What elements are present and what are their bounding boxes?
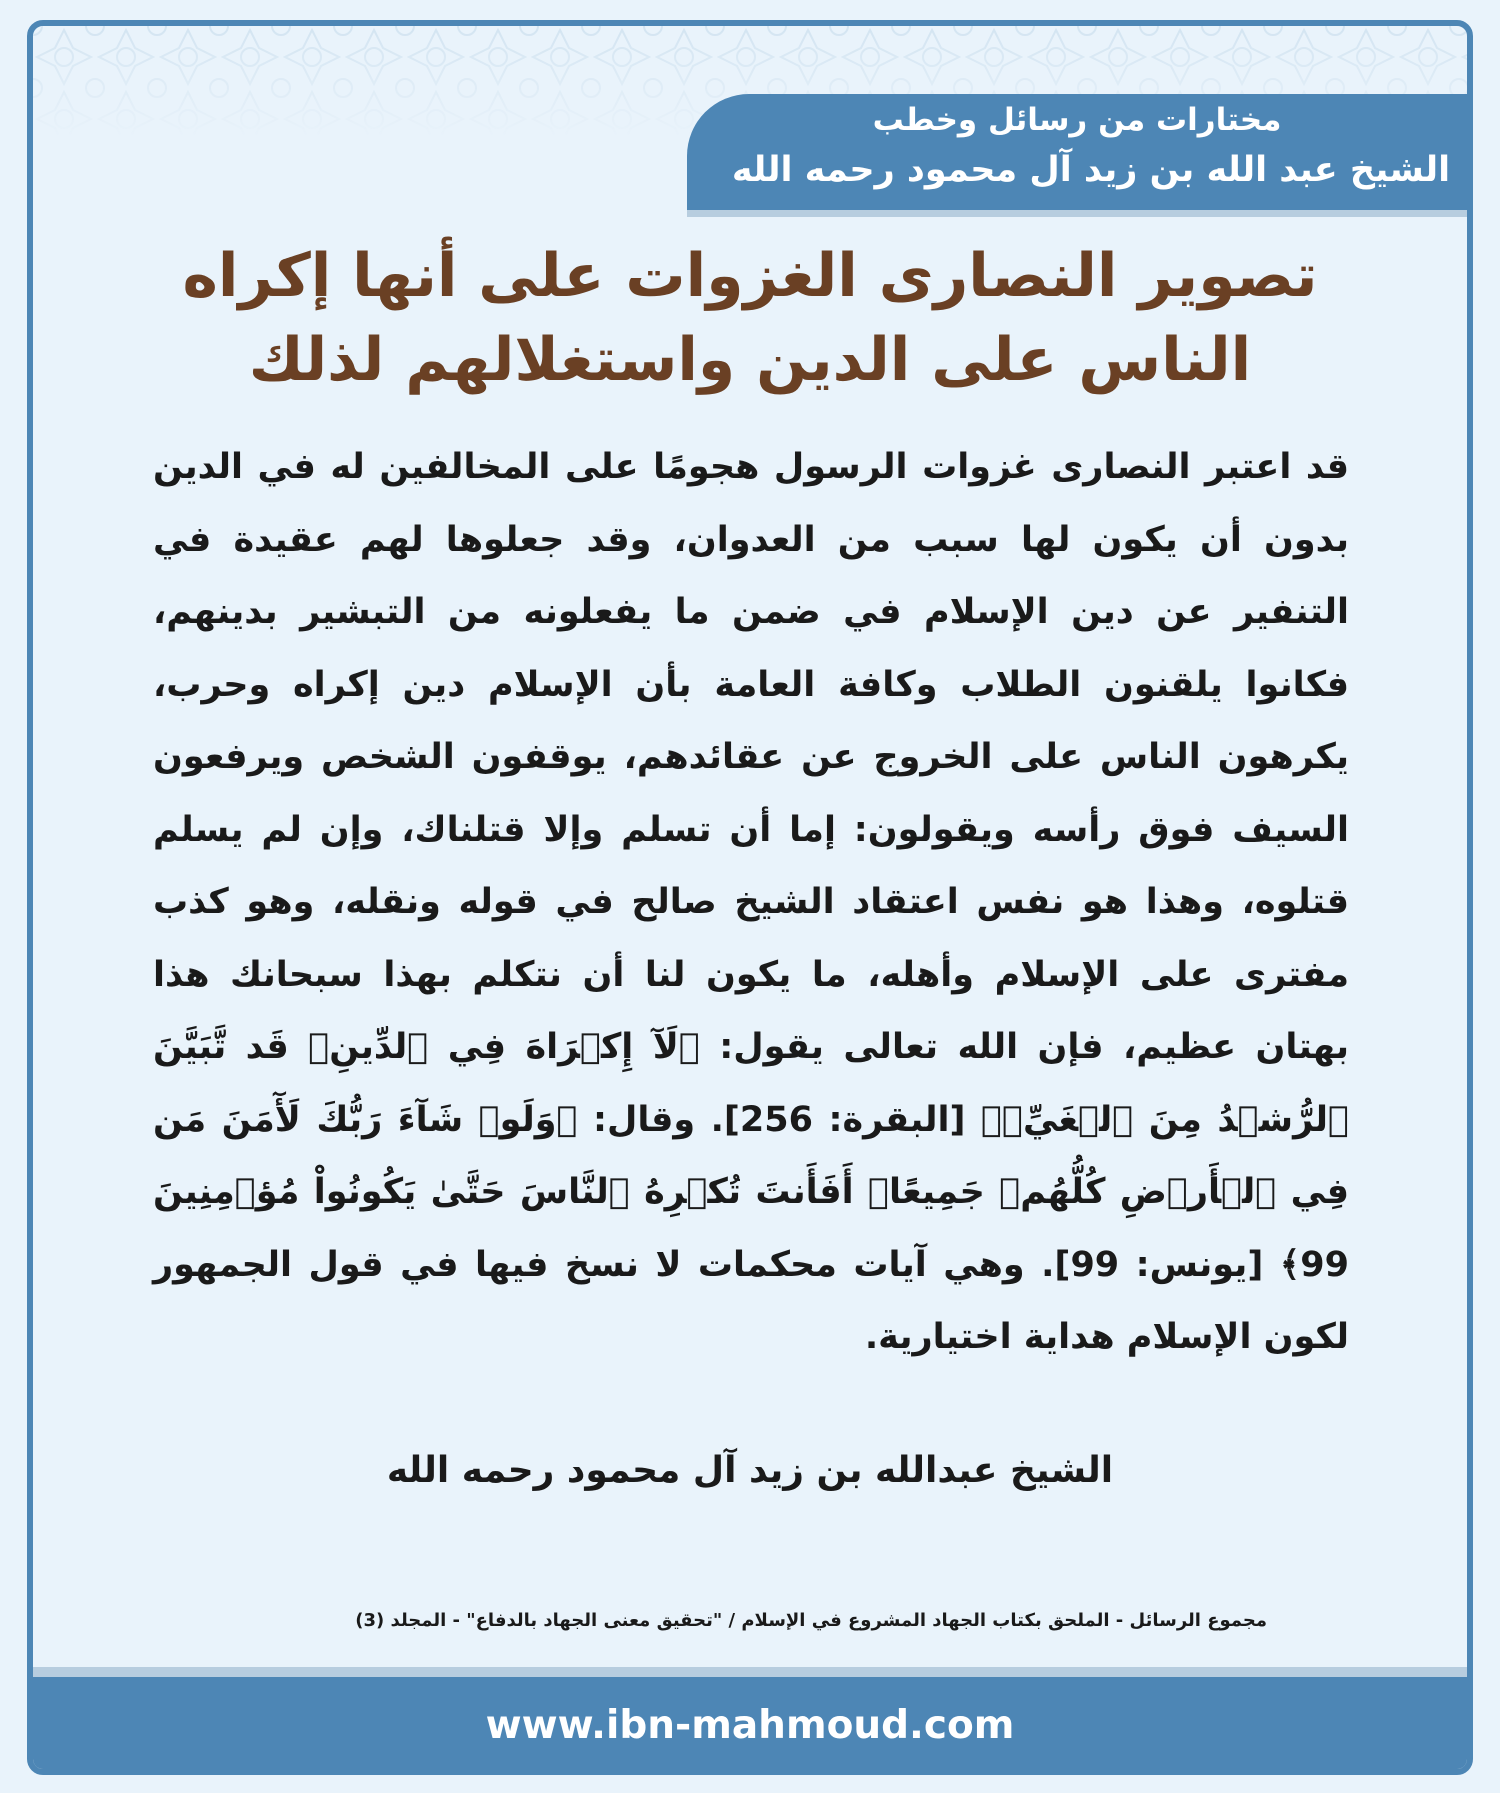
- content-card: [27, 20, 1473, 1775]
- article-body: قد اعتبر النصارى غزوات الرسول هجومًا على المخالفين له في الدين بدون أن يكون لها سبب من العدوان، وقد جعلوها لهم عقيدة في التنفير عن دين الإسلام في ضمن ما يفعلونه من التبشير بدينهم، فكانوا يلقنون الطلاب وكافة العامة بأن الإسلام دين إكراه وحرب، يكرهون الناس على الخروج عن عقائدهم، يوقفون الشخص ويرفعون السيف فوق رأسه ويقولون: إما أن تسلم وإلا قتلناك، وإن لم يسلم قتلوه، وهذا هو نفس اعتقاد الشيخ صالح في قوله ونقله، وهو كذب مفترى على الإسلام وأهله، ما يكون لنا أن نتكلم بهذا سبحانك هذا بهتان عظيم، فإن الله تعالى يقول: ﴿لَآ إِكۡرَاهَ فِي ٱلدِّينِۖ قَد تَّبَيَّنَ ٱلرُّشۡدُ مِنَ ٱلۡغَيِّۚ﴾ [البقرة: 256]. وقال: ﴿وَلَوۡ شَآءَ رَبُّكَ لَأٓمَنَ مَن فِي ٱلۡأَرۡضِ كُلُّهُمۡ جَمِيعًاۚ أَفَأَنتَ تُكۡرِهُ ٱلنَّاسَ حَتَّىٰ يَكُونُواْ مُؤۡمِنِينَ 99﴾ [يونس: 99]. وهي آيات محكمات لا نسخ فيها في قول الجمهور لكون الإسلام هداية اختيارية.: [153, 447, 1349, 1357]
- footer-bar: [33, 1677, 1467, 1769]
- article-title: تصوير النصارى الغزوات على أنها إكراه الناس على الدين واستغلالهم لذلك: [182, 241, 1318, 395]
- source-citation: مجموع الرسائل - الملحق بكتاب الجهاد المشروع في الإسلام / "تحقيق معنى الجهاد بالدفاع" - المجلد (3): [355, 1610, 1267, 1631]
- header-author: الشيخ عبد الله بن زيد آل محمود رحمه الله: [731, 150, 1451, 190]
- header-subtitle: مختارات من رسائل وخطب: [872, 102, 1282, 138]
- author-signature: الشيخ عبدالله بن زيد آل محمود رحمه الله: [386, 1450, 1114, 1491]
- website-link[interactable]: www.ibn-mahmoud.com: [485, 1703, 1015, 1748]
- footer-divider: [33, 1667, 1467, 1677]
- header-banner: [687, 94, 1467, 210]
